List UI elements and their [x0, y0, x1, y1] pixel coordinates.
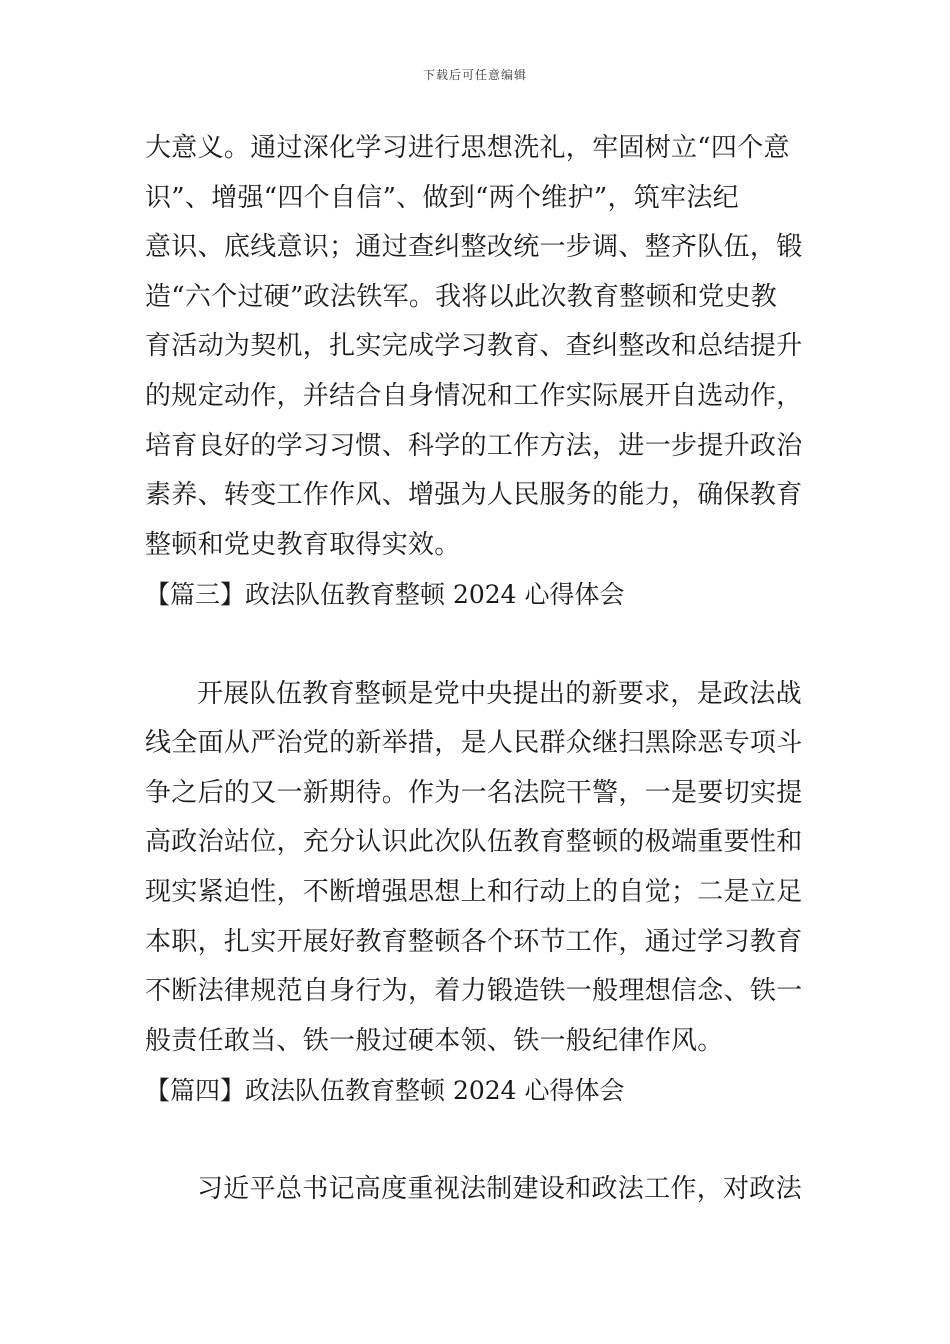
- section-heading-four: 【篇四】政法队伍教育整顿 2024 心得体会: [145, 1076, 625, 1106]
- paragraph-line: 般责任敢当、铁一般过硬本领、铁一般纪律作风。: [145, 1025, 724, 1056]
- paragraph-line: 识”、增强“四个自信”、做到“两个维护”，筑牢法纪: [145, 182, 739, 213]
- paragraph-line: 不断法律规范自身行为，着力锻造铁一般理想信念、铁一: [145, 976, 803, 1007]
- paragraph-line: 培育良好的学习习惯、科学的工作方法，进一步提升政治: [145, 430, 803, 461]
- paragraph-line: 现实紧迫性，不断增强思想上和行动上的自觉；二是立足: [145, 876, 803, 907]
- paragraph-line: 开展队伍教育整顿是党中央提出的新要求，是政法战: [197, 678, 802, 709]
- paragraph-line: 意识、底线意识；通过查纠整改统一步调、整齐队伍，锻: [145, 232, 803, 263]
- blank-line: [145, 1116, 809, 1166]
- blank-line: [145, 620, 809, 670]
- paragraph-line: 整顿和党史教育取得实效。: [145, 529, 461, 560]
- paragraph-line: 造“六个过硬”政法铁军。我将以此次教育整顿和党史教: [145, 281, 778, 312]
- paragraph-line: 争之后的又一新期待。作为一名法院干警，一是要切实提: [145, 777, 803, 808]
- paragraph-line: 大意义。通过深化学习进行思想洗礼，牢固树立“四个意: [145, 133, 790, 163]
- paragraph-line: 高政治站位，充分认识此次队伍教育整顿的极端重要性和: [145, 827, 803, 858]
- paragraph-line: 素养、转变工作作风、增强为人民服务的能力，确保教育: [145, 480, 803, 511]
- paragraph-line: 习近平总书记高度重视法制建设和政法工作，对政法: [197, 1174, 802, 1205]
- paragraph-line: 的规定动作，并结合自身情况和工作实际展开自选动作，: [145, 380, 803, 411]
- paragraph-line: 育活动为契机，扎实完成学习教育、查纠整改和总结提升: [145, 331, 803, 362]
- page-header: 下载后可任意编辑: [422, 68, 527, 82]
- paragraph-line: 线全面从严治党的新举措，是人民群众继扫黑除恶专项斗: [145, 728, 803, 759]
- document-body: [145, 124, 809, 1215]
- paragraph-line: 本职，扎实开展好教育整顿各个环节工作，通过学习教育: [145, 926, 803, 957]
- section-heading-three: 【篇三】政法队伍教育整顿 2024 心得体会: [145, 580, 625, 610]
